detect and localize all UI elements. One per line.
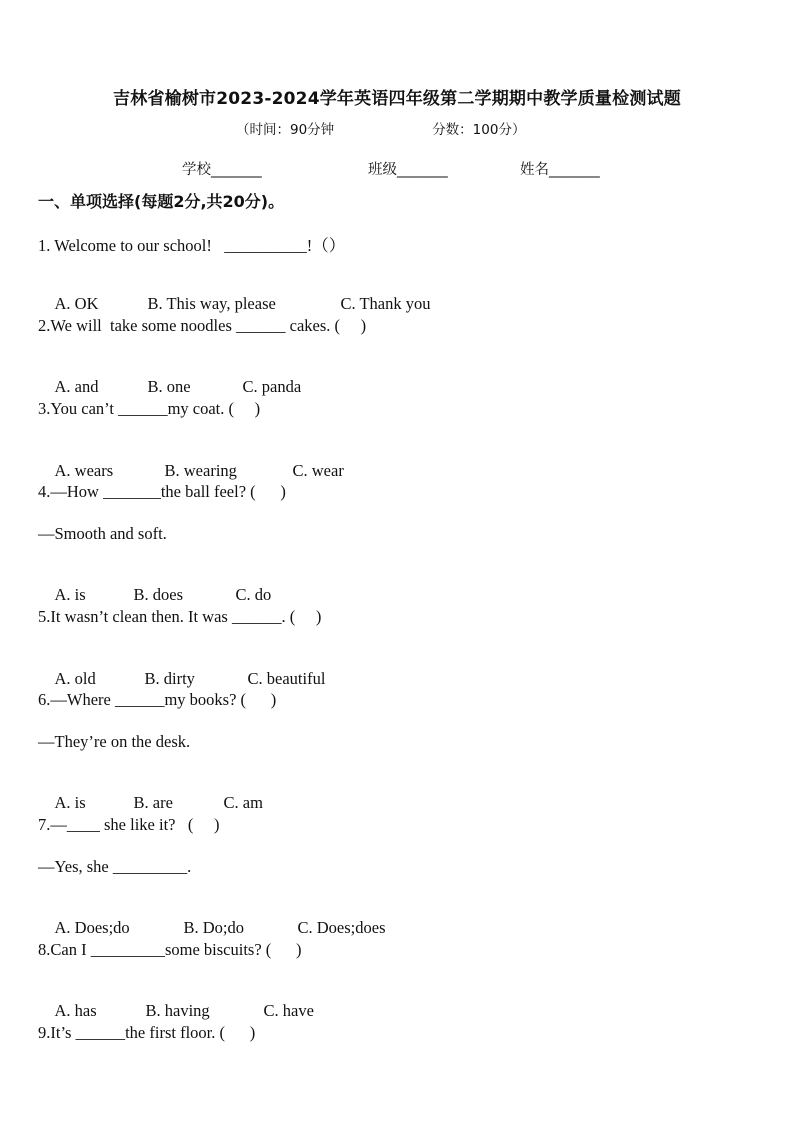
question-1: 1. Welcome to our school! __________!（） <box>38 236 346 255</box>
option-a: A. old <box>54 669 96 688</box>
name-field: 姓名_______ <box>520 162 600 178</box>
question-5: 5.It wasn’t clean then. It was ______. ( ) <box>38 607 322 626</box>
option-c: C. panda <box>242 377 302 396</box>
option-c: C. Thank you <box>340 294 431 313</box>
option-c: C. do <box>235 585 272 604</box>
option-c: C. Does;does <box>297 918 386 937</box>
option-b: B. dirty <box>144 669 195 688</box>
option-a: A. has <box>54 1001 97 1020</box>
option-a: A. Does;do <box>54 918 130 937</box>
option-c: C. have <box>263 1001 314 1020</box>
question-7-reply: —Yes, she _________. <box>38 857 192 876</box>
option-a: A. is <box>54 793 86 812</box>
section-heading: 一、单项选择(每题2分,共20分)。 <box>38 192 285 211</box>
option-c: C. am <box>223 793 263 812</box>
option-a: A. OK <box>54 294 99 313</box>
question-4: 4.—How _______the ball feel? ( ) <box>38 482 286 501</box>
option-b: B. Do;do <box>183 918 245 937</box>
option-b: B. are <box>133 793 173 812</box>
option-c: C. beautiful <box>247 669 326 688</box>
exam-meta <box>236 118 525 138</box>
question-4-reply: —Smooth and soft. <box>38 524 167 543</box>
option-b: B. This way, please <box>147 294 276 313</box>
question-8: 8.Can I _________some biscuits? ( ) <box>38 940 302 959</box>
option-b: B. one <box>147 377 191 396</box>
school-field: 学校_______ <box>182 162 262 178</box>
question-6: 6.—Where ______my books? ( ) <box>38 690 277 709</box>
question-3: 3.You can’t ______my coat. ( ) <box>38 399 261 418</box>
question-2: 2.We will take some noodles ______ cakes. ( ) <box>38 316 367 335</box>
option-b: B. having <box>145 1001 210 1020</box>
option-b: B. wearing <box>164 461 237 480</box>
option-a: A. is <box>54 585 86 604</box>
option-c: C. wear <box>292 461 344 480</box>
question-6-reply: —They’re on the desk. <box>38 732 191 751</box>
option-a: A. and <box>54 377 99 396</box>
question-9: 9.It’s ______the first floor. ( ) <box>38 1023 256 1042</box>
option-a: A. wears <box>54 461 114 480</box>
question-7: 7.—____ she like it? ( ) <box>38 815 220 834</box>
page-title: 吉林省榆树市2023-2024学年英语四年级第二学期期中教学质量检测试题 <box>113 89 681 109</box>
class-field: 班级_______ <box>368 162 448 178</box>
exam-score: 分数：100分） <box>432 122 526 138</box>
option-b: B. does <box>133 585 183 604</box>
exam-time: （时间：90分钟 <box>236 122 335 138</box>
